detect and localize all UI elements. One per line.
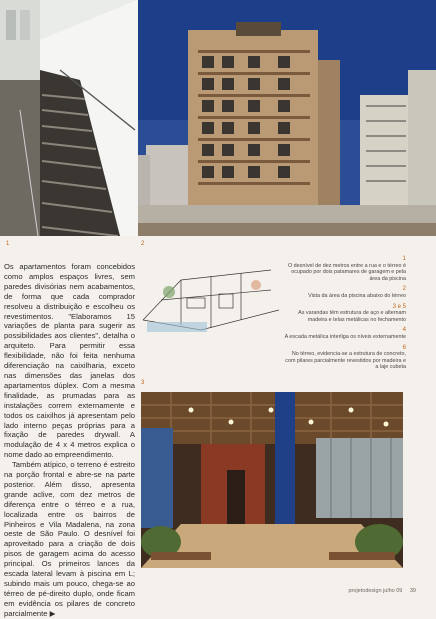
caption-item — [282, 327, 406, 340]
caption-text: A escada metálica interliga os níveis externamente — [284, 333, 406, 340]
captions-list — [282, 256, 406, 375]
caption-number: 6 — [402, 344, 406, 351]
caption-text: As varandas têm estrutura de aço e alternam madeira e telas metálicas no fechamento — [298, 310, 406, 323]
article-body — [4, 262, 135, 619]
caption-item — [282, 256, 406, 282]
caption-item — [282, 286, 406, 299]
staircase-image — [0, 0, 137, 236]
photo-lobby — [141, 392, 403, 568]
body-paragraph-2-text: Também atípico, o terreno é estreito na porção frontal e abre-se na parte posterior. Além disso, apresenta grande aclive, com dez metros de diferença entre o térreo e a rua, localizada entre os bairros de Pinheiros e Vila Madalena, na zona oeste de São Paulo. O desnível foi aproveitado para a criação de dois pisos de garagem acima do acesso principal. Os primeiros lances da escada lateral levam à piscina em L; subindo mais um pouco, chega-se ao térreo de pé-direito duplo, onde ficam em evidência os pilares de concreto parcialmente — [4, 460, 135, 618]
sketch-image — [141, 250, 281, 346]
caption-item — [282, 345, 406, 371]
photo-staircase — [0, 0, 137, 236]
body-paragraph-2 — [4, 460, 135, 619]
issue-date: julho 09 — [383, 588, 403, 594]
page-number: 39 — [409, 588, 416, 594]
caption-number: 3 e 5 — [392, 303, 406, 310]
photo-building — [138, 0, 436, 236]
caption-item — [282, 304, 406, 324]
continue-arrow-icon: ▶ — [49, 608, 56, 618]
publication-name: projetodesign — [348, 588, 382, 594]
caption-number: 2 — [402, 286, 406, 293]
caption-text: No térreo, evidencia-se a estrutura de concreto, com pilares parcialmente revestidos por madeira e a laje cubeta — [285, 351, 406, 371]
page-footer — [349, 588, 417, 594]
figure-number-2: 2 — [141, 241, 145, 247]
body-paragraph-1: Os apartamentos foram concebidos como amplos espaços livres, sem paredes divisórias nem acabamentos, de forma que cada comprador resolveu a distribuição e escolheu os revestimentos. "Elaboramos 15 variações de planta para sugerir as possibilidades aos clientes", detalha o arquiteto. Para permitir essa flexibilidade, não foi feita nenhuma diferenciação na caixilharia, exceto nas dimensões das janelas dos apartamentos dúplex. Com a mesma finalidade, as prumadas para as instalações correm externamente e todos os caixilhos já apresentam pelo lado interno peças próprias para a fixação de paredes drywall. A modulação de 4 x 4 metros explica o nome dado ao empreendimento. — [4, 262, 135, 460]
caption-text: O desnível de dez metros entre a rua e o térreo é ocupado por dois patamares de garagem e pela área da piscina — [287, 262, 406, 282]
caption-number: 1 — [402, 256, 406, 262]
building-image — [138, 0, 436, 236]
sketch-pool-area — [141, 250, 281, 346]
figure-number-1: 1 — [6, 241, 10, 247]
caption-number: 4 — [402, 327, 406, 334]
figure-number-3: 3 — [141, 380, 145, 386]
lobby-image — [141, 392, 403, 568]
caption-text: Vista da área da piscina abaixo do térreo — [308, 292, 406, 299]
